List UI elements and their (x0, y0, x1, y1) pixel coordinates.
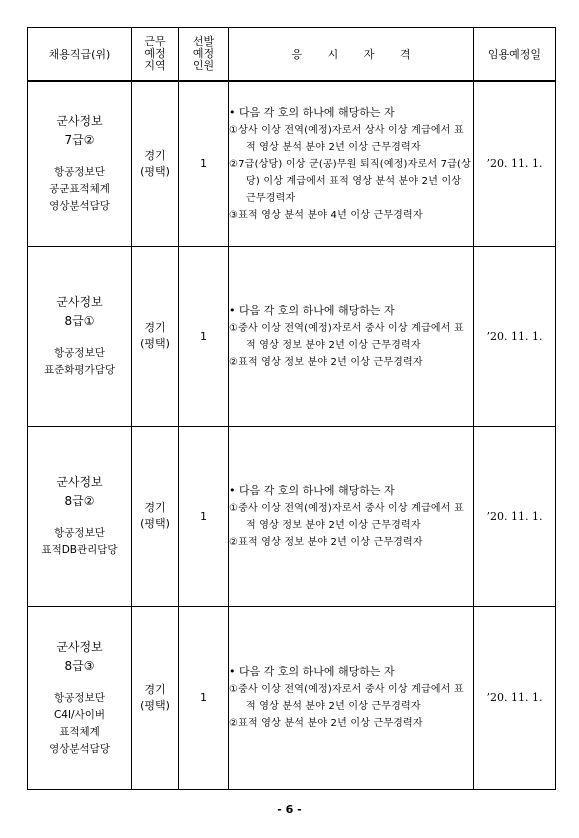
position-dept: 공군표적체계 (49, 183, 110, 196)
position-dept: 영상분석담당 (49, 200, 110, 213)
date-cell: ’20. 11. 1. (474, 606, 556, 789)
position-dept: 항공정보단 (54, 166, 105, 179)
table-row (28, 426, 556, 606)
region-cell (132, 426, 179, 606)
header-date: 임용예정일 (474, 28, 556, 82)
header-count-line: 선발 (192, 35, 215, 48)
qualification-item: ①중사 이상 전역(예정)자로서 중사 이상 계급에서 표적 영상 분석 분야 2년 이상 근무경력자 (229, 684, 464, 712)
region-text: (평택) (140, 698, 170, 712)
qualification-item: ②표적 영상 정보 분야 2년 이상 근무경력자 (229, 536, 423, 548)
qualification-heading: • 다음 각 호의 하나에 해당하는 자 (229, 483, 395, 497)
region-text: (평택) (140, 337, 170, 350)
position-dept: 항공정보단 (54, 527, 105, 539)
table-row (28, 606, 556, 789)
position-cell (28, 606, 132, 789)
position-title: 군사정보 (56, 639, 103, 654)
region-text: 경기 (144, 682, 166, 696)
position-grade: 7급② (64, 133, 95, 148)
count-cell: 1 (179, 246, 229, 426)
qualification-cell (229, 606, 474, 789)
position-grade: 8급① (64, 314, 95, 328)
position-dept: 표적체계 (59, 725, 100, 738)
count-cell: 1 (179, 426, 229, 606)
qualification-item: ①상사 이상 전역(예정)자로서 상사 이상 계급에서 표적 영상 분석 분야 2년 이상 근무경력자 (229, 124, 464, 153)
qualification-item: ③표적 영상 분석 분야 4년 이상 근무경력자 (229, 209, 423, 221)
position-cell (28, 426, 132, 606)
date-cell: ’20. 11. 1. (474, 81, 556, 246)
position-title: 군사정보 (56, 114, 103, 129)
region-cell (132, 606, 179, 789)
position-dept: 항공정보단 (54, 691, 105, 704)
position-dept: 항공정보단 (54, 347, 105, 359)
position-grade: 8급② (64, 494, 95, 508)
header-position: 채용직급(위) (28, 28, 132, 82)
position-dept: 표적DB관리담당 (41, 544, 118, 556)
position-grade: 8급③ (64, 658, 95, 673)
qualification-cell (229, 426, 474, 606)
table-row (28, 81, 556, 246)
date-cell: ’20. 11. 1. (474, 246, 556, 426)
header-region-line: 예정 (144, 47, 166, 60)
header-qualification: 응 시 자 격 (229, 28, 474, 82)
date-cell: ’20. 11. 1. (474, 426, 556, 606)
position-title: 군사정보 (56, 475, 103, 489)
qualification-cell (229, 246, 474, 426)
region-cell (132, 246, 179, 426)
header-region-line: 근무 (144, 35, 166, 48)
qualification-item: ①중사 이상 전역(예정)자로서 중사 이상 계급에서 표적 영상 정보 분야 2년 이상 근무경력자 (229, 502, 464, 531)
page-number: - 6 - (277, 803, 302, 816)
qualification-heading: • 다음 각 호의 하나에 해당하는 자 (229, 303, 395, 317)
header-row (28, 28, 556, 82)
region-cell (132, 81, 179, 246)
qualification-cell (229, 81, 474, 246)
header-count (179, 28, 229, 82)
header-count-line: 예정 (192, 47, 215, 60)
qualification-item: ②7급(상당) 이상 군(공)무원 퇴직(예정)자로서 7급(상당) 이상 계급에서 표적 영상 분석 분야 2년 이상 근무경력자 (229, 158, 471, 204)
position-dept: 영상분석담당 (49, 742, 110, 755)
position-cell (28, 246, 132, 426)
count-cell: 1 (179, 81, 229, 246)
qualification-item: ②표적 영상 분석 분야 2년 이상 근무경력자 (229, 718, 423, 729)
position-title: 군사정보 (56, 295, 103, 309)
position-dept: 표준화평가담당 (43, 364, 115, 376)
count-cell: 1 (179, 606, 229, 789)
table-row (28, 246, 556, 426)
header-region-line: 지역 (144, 59, 166, 72)
qualification-item: ②표적 영상 정보 분야 2년 이상 근무경력자 (229, 356, 423, 368)
header-region (132, 28, 179, 82)
region-text: (평택) (140, 517, 170, 530)
region-text: 경기 (144, 321, 166, 334)
recruitment-table (27, 27, 556, 790)
region-text: (평택) (140, 164, 170, 178)
qualification-heading: • 다음 각 호의 하나에 해당하는 자 (229, 665, 395, 678)
qualification-item: ①중사 이상 전역(예정)자로서 중사 이상 계급에서 표적 영상 정보 분야 2년 이상 근무경력자 (229, 322, 464, 351)
qualification-heading: • 다음 각 호의 하나에 해당하는 자 (229, 105, 395, 119)
position-dept: C4I/사이버 (53, 708, 106, 721)
position-cell (28, 81, 132, 246)
region-text: 경기 (144, 148, 166, 162)
region-text: 경기 (144, 501, 166, 514)
header-count-line: 인원 (192, 59, 215, 72)
